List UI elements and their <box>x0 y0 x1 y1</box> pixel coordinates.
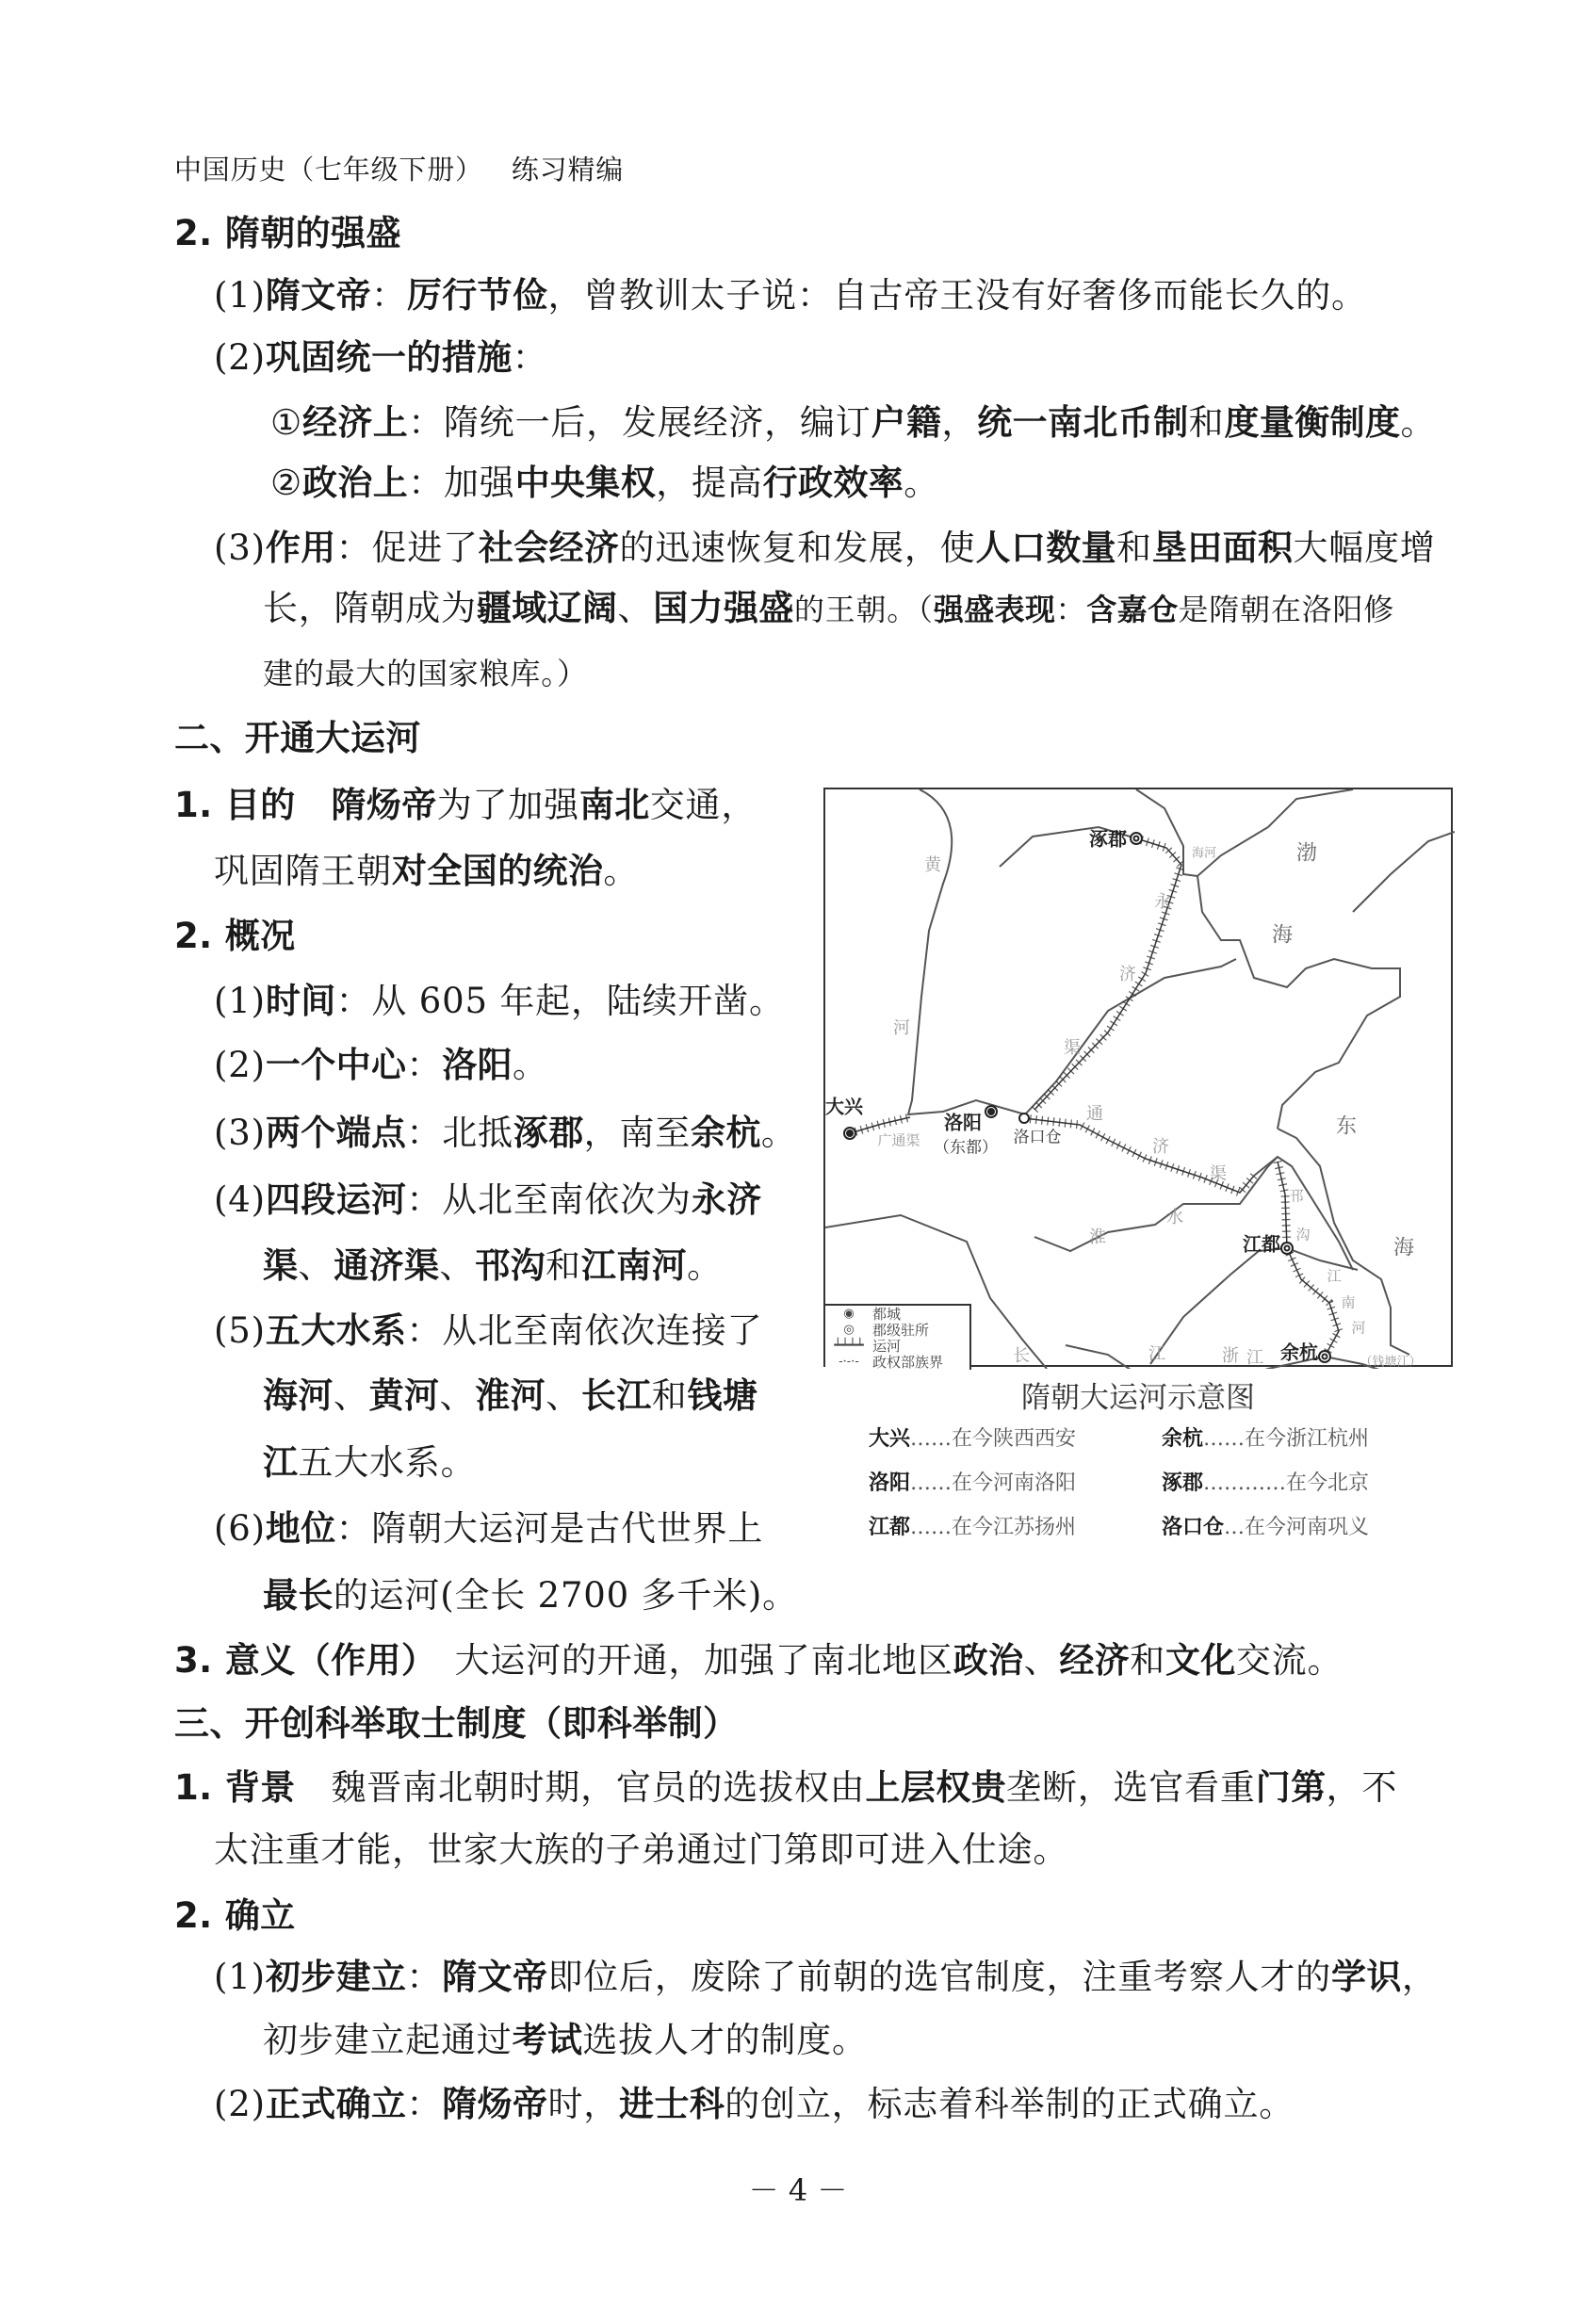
text-run: ：从 605 年起，陆续开凿。 <box>335 981 785 1021</box>
text-run: 长，隋朝成为 <box>263 588 477 628</box>
label-jn1: 江 <box>1327 1267 1342 1285</box>
text-line <box>214 1045 548 1086</box>
text-run: ：隋统一后，发展经济，编订 <box>408 402 871 443</box>
section-heading <box>174 718 421 759</box>
emphasis-text: 1. 背景 <box>174 1767 296 1808</box>
label-dongdu: （东都） <box>934 1138 998 1158</box>
text-line <box>174 1640 1343 1682</box>
text-run: 交通， <box>649 785 757 825</box>
text-run: 、 <box>298 1245 334 1286</box>
text-run: 大幅度增 <box>1293 528 1436 568</box>
bohai-coast <box>1197 876 1400 1129</box>
text-run: ： <box>406 2084 443 2124</box>
label-ji2: 济 <box>1152 1137 1169 1157</box>
text-run: (5) <box>214 1310 266 1351</box>
text-line <box>214 337 547 379</box>
modern-location: ……在今江苏扬州 <box>910 1516 1077 1539</box>
grand-canal-map <box>823 788 1453 1371</box>
text-run: 的迅速恢复和发展，使 <box>619 528 976 568</box>
label-luokoucang: 洛口仓 <box>1013 1128 1062 1147</box>
label-jiang2: 江 <box>1246 1348 1263 1368</box>
text-run: (2) <box>214 2084 266 2124</box>
label-yuhang: 余杭 <box>1280 1341 1318 1364</box>
text-line <box>214 528 1436 569</box>
text-run: ：从北至南依次为 <box>406 1179 692 1220</box>
text-run: (6) <box>214 1508 266 1549</box>
text-run: 、 <box>333 1375 369 1416</box>
text-line <box>270 402 1436 444</box>
location-note <box>869 1422 1076 1452</box>
emphasis-text: 隋文帝 <box>442 1957 548 1997</box>
label-jiangdu: 江都 <box>1243 1232 1280 1256</box>
prefecture-icon: ◎ <box>843 1323 855 1337</box>
label-daxing: 大兴 <box>825 1095 863 1118</box>
text-line <box>214 2084 1295 2125</box>
text-line <box>174 785 757 826</box>
emphasis-text: 永济 <box>691 1179 762 1220</box>
text-run: ，不 <box>1326 1767 1398 1808</box>
modern-location: ……在今河南洛阳 <box>910 1471 1077 1495</box>
text-run: (1) <box>214 1957 266 1997</box>
text-run: ， <box>1401 1957 1438 1997</box>
text-run: (4) <box>214 1179 266 1220</box>
text-run: 和 <box>1116 528 1152 568</box>
text-line <box>214 851 639 892</box>
text-line <box>263 588 1394 630</box>
text-run: 选拔人才的制度。 <box>582 2020 868 2060</box>
text-line <box>263 652 588 694</box>
text-run: 时， <box>547 2084 620 2124</box>
text-line <box>270 463 939 504</box>
location-note <box>1162 1422 1369 1452</box>
text-run <box>296 785 332 825</box>
text-run: 的运河(全长 2700 多千米)。 <box>333 1575 798 1616</box>
emphasis-text: 含嘉仓 <box>1086 592 1179 627</box>
text-run: 初步建立起通过 <box>263 2020 513 2060</box>
emphasis-text: 中央集权 <box>514 463 657 503</box>
location-note <box>869 1511 1076 1540</box>
modern-location: …在今河南巩义 <box>1224 1516 1370 1539</box>
text-run: 、 <box>617 588 654 628</box>
label-hai1: 海 <box>1271 923 1294 948</box>
map-caption: 隋朝大运河示意图 <box>1021 1381 1255 1415</box>
text-run: ：北抵 <box>406 1113 513 1153</box>
emphasis-text: 钱塘 <box>687 1375 758 1416</box>
label-qiantang: （钱塘江） <box>1360 1355 1422 1370</box>
text-line <box>263 2020 868 2061</box>
emphasis-text: 海河 <box>263 1375 334 1416</box>
emphasis-text: 黄河 <box>368 1375 440 1416</box>
location-note <box>1162 1467 1369 1496</box>
map-drawing <box>825 789 1455 1369</box>
emphasis-text: 涿郡 <box>513 1113 584 1153</box>
emphasis-text: 进士科 <box>619 2084 725 2124</box>
emphasis-text: 国力强盛 <box>653 588 794 628</box>
label-he: 河 <box>893 1018 910 1038</box>
label-shui: 水 <box>1166 1208 1183 1227</box>
label-ji1: 济 <box>1119 965 1136 984</box>
map-legend <box>825 1304 971 1370</box>
text-line <box>263 1575 798 1617</box>
emphasis-text: 厉行节俭 <box>406 275 548 316</box>
location-note <box>869 1467 1076 1496</box>
legend-label: 都城 <box>872 1306 902 1323</box>
text-run: 的创立，标志着科举制的正式确立。 <box>725 2084 1295 2124</box>
label-huang: 黄 <box>924 855 941 875</box>
legend-label: 运河 <box>872 1338 902 1355</box>
text-line <box>214 1957 1438 1998</box>
emphasis-text: 统一南北币制 <box>977 402 1189 443</box>
text-run: ，提高 <box>656 463 763 503</box>
text-run: 魏晋南北朝时期，官员的选拔权由 <box>295 1767 866 1808</box>
label-tong: 通 <box>1086 1104 1103 1124</box>
label-qu1: 渠 <box>1064 1038 1081 1058</box>
emphasis-text: 度量衡制度 <box>1224 402 1401 443</box>
text-run: ② <box>270 463 302 503</box>
emphasis-text: 渠 <box>263 1245 299 1286</box>
modern-location: ……在今浙江杭州 <box>1203 1427 1370 1451</box>
text-run: 交流。 <box>1235 1640 1344 1681</box>
text-run: 、 <box>1023 1640 1060 1681</box>
text-run: 、 <box>546 1375 581 1416</box>
text-run: ， <box>941 402 978 443</box>
emphasis-text: 垦田面积 <box>1151 528 1294 568</box>
emphasis-text: 行政效率 <box>762 463 904 503</box>
text-run: ，南至 <box>583 1113 692 1153</box>
northeast-coast <box>1353 832 1455 912</box>
emphasis-text: 人口数量 <box>975 528 1117 568</box>
emphasis-text: 江 <box>263 1442 299 1483</box>
text-run: ： <box>406 1957 443 1997</box>
text-run: 巩固隋王朝 <box>214 851 392 891</box>
label-jn3: 河 <box>1351 1319 1366 1337</box>
ancient-place-name: 涿郡 <box>1162 1471 1204 1495</box>
label-bo: 渤 <box>1295 841 1318 866</box>
text-line <box>263 1375 757 1417</box>
emphasis-text: 通济渠 <box>334 1245 440 1286</box>
emphasis-text: 巩固统一的措施 <box>265 337 513 378</box>
label-dong: 东 <box>1335 1114 1358 1139</box>
text-run: 大运河的开通，加强了南北地区 <box>418 1640 953 1681</box>
emphasis-text: 上层权贵 <box>865 1767 1007 1808</box>
label-huai: 淮 <box>1089 1227 1106 1247</box>
text-line <box>174 1895 296 1937</box>
label-jiang: 江 <box>1148 1344 1165 1364</box>
text-run: (2) <box>214 1045 266 1085</box>
section-heading <box>174 1703 738 1745</box>
label-haihe: 海河 <box>1191 846 1217 861</box>
emphasis-text: 2. 概况 <box>174 916 296 956</box>
emphasis-text: 政治上 <box>301 463 409 503</box>
text-run: 建的最大的国家粮库。） <box>263 656 588 691</box>
emphasis-text: 户籍 <box>871 402 942 443</box>
emphasis-text: 正式确立 <box>265 2084 407 2124</box>
text-run: 五大水系。 <box>298 1442 477 1483</box>
section-heading <box>174 213 401 254</box>
text-run: 、 <box>439 1245 476 1286</box>
yellow-river <box>908 789 1236 1114</box>
emphasis-text: 文化 <box>1165 1640 1236 1681</box>
text-run: 和 <box>1130 1640 1166 1681</box>
text-run: ：促进了 <box>335 528 479 568</box>
label-han: 邗 <box>1289 1187 1304 1205</box>
text-run: ： <box>1055 592 1087 627</box>
text-run: 。 <box>904 463 940 503</box>
capital-icon: ◉ <box>843 1307 855 1321</box>
text-run: (1) <box>214 275 266 316</box>
modern-location: ……在今陕西西安 <box>910 1427 1077 1451</box>
ancient-place-name: 洛阳 <box>869 1471 911 1495</box>
emphasis-text: 邗沟 <box>475 1245 546 1286</box>
emphasis-text: 地位 <box>265 1508 336 1549</box>
luokoucang-icon <box>1019 1113 1029 1123</box>
emphasis-text: 考试 <box>512 2020 583 2060</box>
text-line <box>214 1829 1068 1871</box>
text-run: ： <box>371 275 407 316</box>
emphasis-text: 政治 <box>953 1640 1024 1681</box>
emphasis-text: 作用 <box>265 528 336 568</box>
emphasis-text: 一个中心 <box>265 1045 407 1085</box>
canal-icon: ┷┷┷┷ <box>834 1339 864 1353</box>
emphasis-text: 洛阳 <box>442 1045 513 1085</box>
legend-item <box>825 1354 969 1370</box>
text-run: (1) <box>214 981 266 1021</box>
emphasis-text: 二、开通大运河 <box>174 718 421 758</box>
haihe-coast <box>1136 789 1353 876</box>
emphasis-text: 淮河 <box>475 1375 546 1416</box>
text-run: ：从北至南依次连接了 <box>406 1310 763 1351</box>
text-run: 为了加强 <box>436 785 579 825</box>
emphasis-text: 时间 <box>265 981 336 1021</box>
huai-river <box>1034 1157 1278 1251</box>
legend-label: 政权部族界 <box>872 1354 944 1371</box>
emphasis-text: 社会经济 <box>478 528 620 568</box>
running-header <box>174 149 624 190</box>
text-run: (3) <box>214 1113 266 1153</box>
emphasis-text: 经济 <box>1059 1640 1131 1681</box>
label-luoyang: 洛阳 <box>944 1111 982 1134</box>
emphasis-text: 2. 确立 <box>174 1895 296 1936</box>
emphasis-text: 初步建立 <box>265 1957 407 1997</box>
emphasis-text: 两个端点 <box>265 1113 407 1153</box>
emphasis-text: 1. 目的 <box>174 785 296 825</box>
label-chang: 长 <box>1013 1346 1030 1366</box>
text-run: ： <box>406 1045 443 1085</box>
text-run: 和 <box>651 1375 688 1416</box>
text-run: 、 <box>439 1375 476 1416</box>
text-line <box>214 1113 797 1154</box>
page-number: － 4 － <box>748 2172 848 2208</box>
text-run: (3) <box>214 528 266 568</box>
ancient-place-name: 大兴 <box>869 1427 911 1451</box>
text-run: ：加强 <box>408 463 515 503</box>
emphasis-text: 隋文帝 <box>265 275 372 316</box>
emphasis-text: 3. 意义（作用） <box>174 1640 419 1681</box>
text-run: 和 <box>546 1245 581 1286</box>
emphasis-text: 隋炀帝 <box>331 785 437 825</box>
text-line <box>214 1310 762 1352</box>
label-yong: 永 <box>1154 892 1171 912</box>
label-zhe: 浙 <box>1222 1346 1239 1366</box>
border-icon: -·-·- <box>839 1355 859 1369</box>
book-title: 中国历史（七年级下册） <box>174 154 483 186</box>
text-run: 。 <box>1400 402 1437 443</box>
emphasis-text: 江南河 <box>580 1245 688 1286</box>
text-run: ，曾教训太子说：自古帝王没有好奢侈而能长久的。 <box>547 275 1367 316</box>
label-gou: 沟 <box>1295 1226 1311 1243</box>
emphasis-text: 强盛表现 <box>933 592 1056 627</box>
emphasis-text: 2. 隋朝的强盛 <box>174 213 401 253</box>
text-line <box>263 1245 723 1287</box>
text-line <box>214 981 785 1022</box>
emphasis-text: 门第 <box>1255 1767 1327 1808</box>
text-run: 即位后，废除了前朝的选官制度，注重考察人才的 <box>547 1957 1332 1997</box>
emphasis-text: 学识 <box>1331 1957 1402 1997</box>
text-run: ：隋朝大运河是古代世界上 <box>335 1508 764 1549</box>
text-run: 。 <box>603 851 640 891</box>
label-hai2: 海 <box>1392 1236 1415 1260</box>
emphasis-text: 四段运河 <box>265 1179 407 1220</box>
text-line <box>214 275 1367 317</box>
text-line <box>174 1767 1397 1809</box>
label-jn2: 南 <box>1341 1293 1356 1311</box>
emphasis-text: 对全国的统治 <box>392 851 604 891</box>
ancient-place-name: 江都 <box>869 1516 911 1539</box>
emphasis-text: 余杭 <box>691 1113 761 1153</box>
legend-label: 郡级驻所 <box>872 1322 930 1339</box>
emphasis-text: 五大水系 <box>265 1310 407 1351</box>
emphasis-text: 三、开创科举取士制度（即科举制） <box>174 1703 739 1744</box>
emphasis-text: 长江 <box>580 1375 652 1416</box>
yongji-canal <box>1034 838 1181 1110</box>
text-run: 和 <box>1188 402 1225 443</box>
emphasis-text: 最长 <box>263 1575 334 1616</box>
text-line <box>214 1179 762 1221</box>
text-run: 。 <box>513 1045 548 1085</box>
text-line <box>214 1508 763 1550</box>
text-line <box>174 916 296 957</box>
text-run: 太注重才能，世家大族的子弟通过门第即可进入仕途。 <box>214 1829 1069 1870</box>
emphasis-text: 隋炀帝 <box>442 2084 548 2124</box>
text-run: 。 <box>760 1113 797 1153</box>
text-run: 的王朝。（ <box>793 592 934 627</box>
ancient-place-name: 余杭 <box>1162 1427 1204 1451</box>
emphasis-text: 疆域辽阔 <box>476 588 618 628</box>
text-line <box>263 1442 476 1484</box>
text-run: 。 <box>687 1245 723 1286</box>
emphasis-text: 经济上 <box>301 402 409 443</box>
label-zhuojun: 涿郡 <box>1089 827 1127 851</box>
location-note <box>1162 1511 1369 1540</box>
label-qu2: 渠 <box>1210 1164 1227 1184</box>
series-title: 练习精编 <box>511 154 625 186</box>
text-run: ： <box>512 337 548 378</box>
ancient-place-name: 洛口仓 <box>1162 1516 1225 1539</box>
label-guangtongqu: 广通渠 <box>877 1131 920 1149</box>
modern-location: …………在今北京 <box>1203 1471 1370 1495</box>
text-run: ① <box>270 402 302 443</box>
text-run: 垄断，选官看重 <box>1006 1767 1256 1808</box>
text-run: 是隋朝在洛阳修 <box>1178 592 1395 627</box>
text-run: (2) <box>214 337 266 378</box>
emphasis-text: 南北 <box>578 785 650 825</box>
